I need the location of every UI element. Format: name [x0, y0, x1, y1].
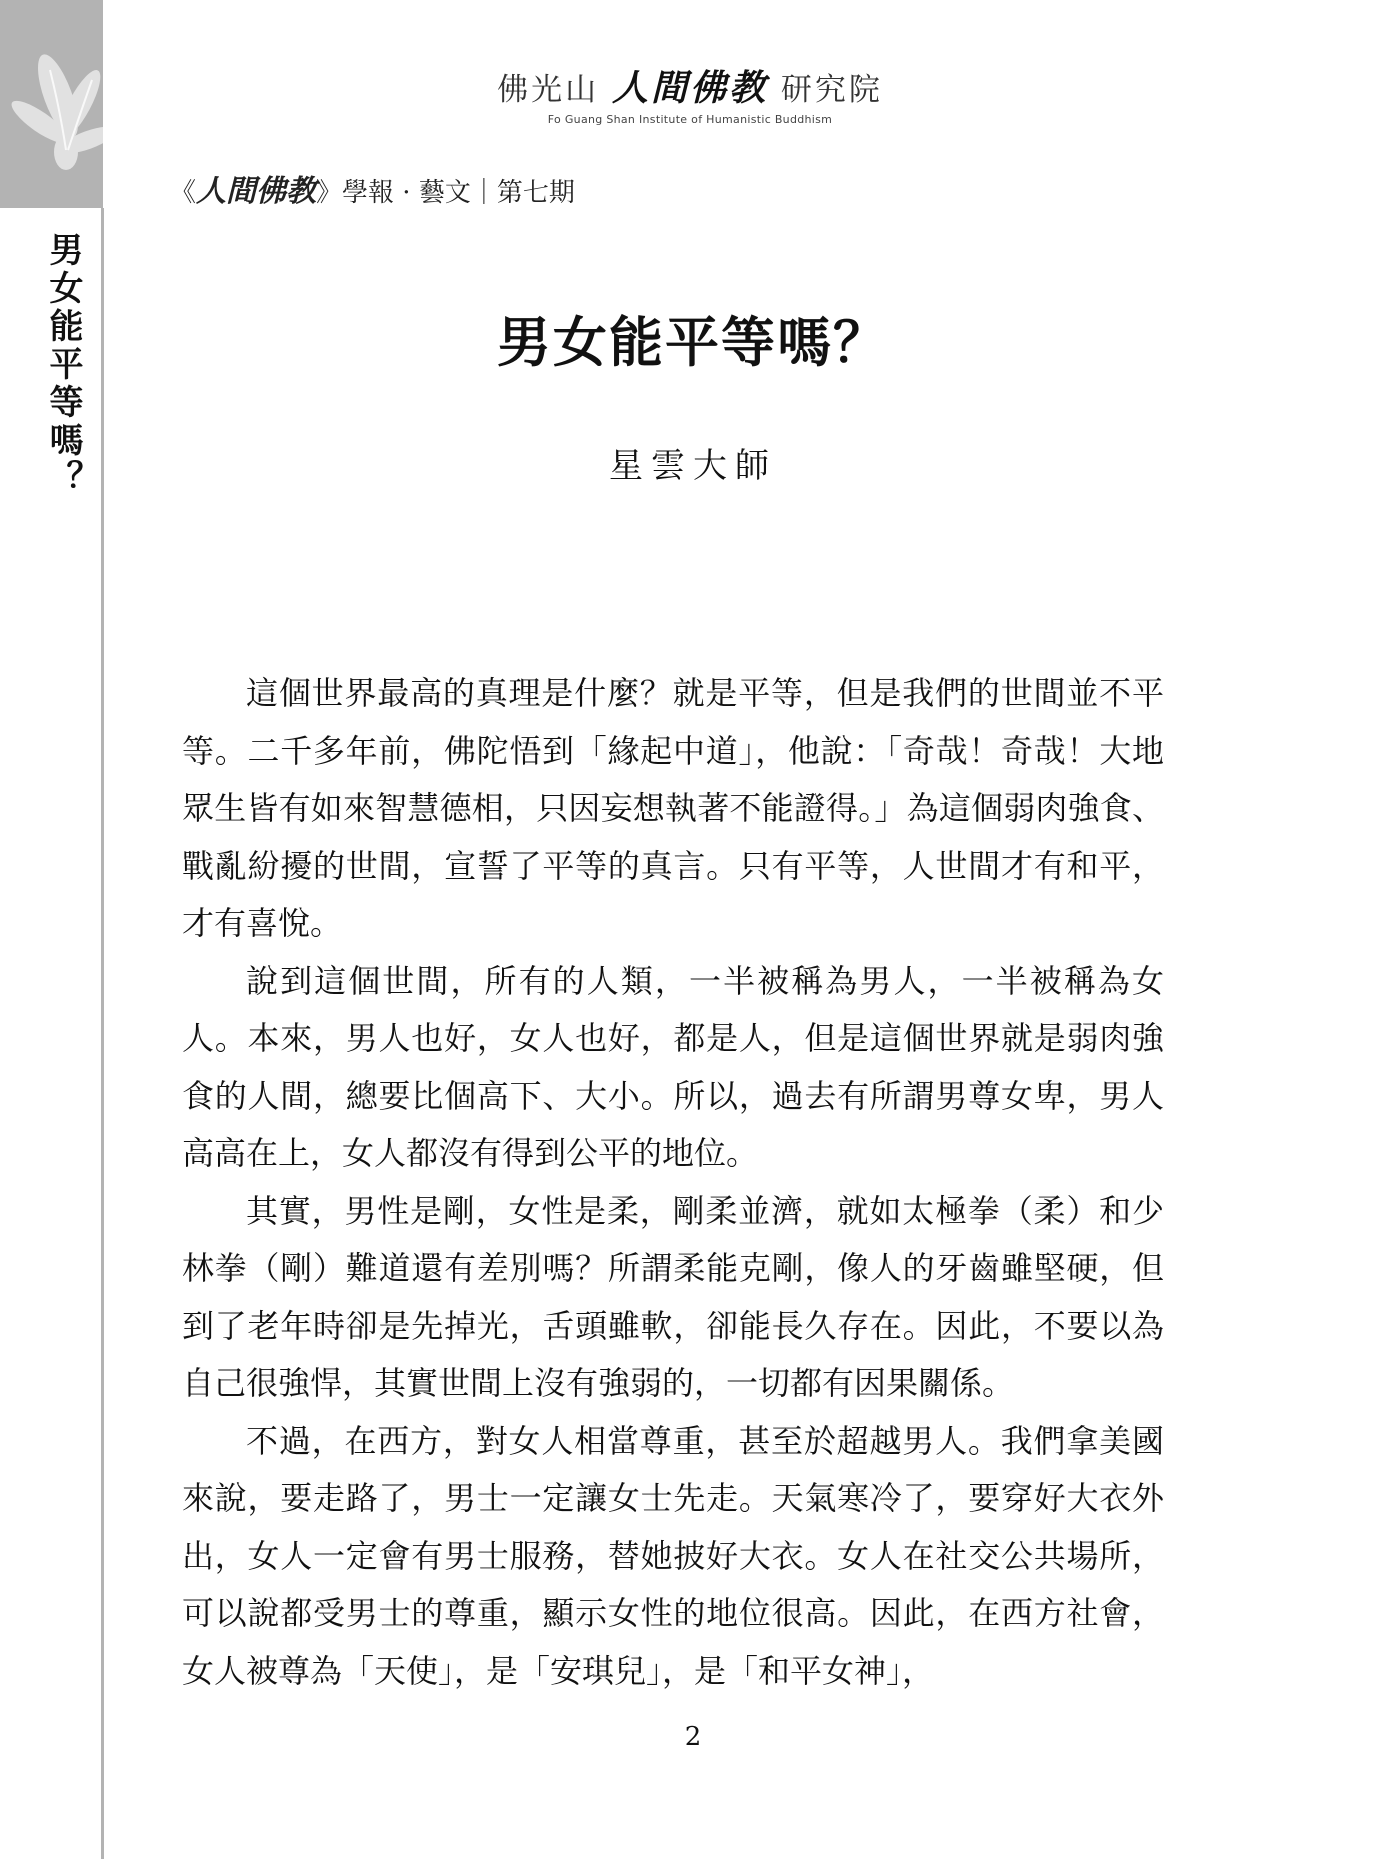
- article-body: [182, 665, 1164, 1700]
- paragraph: 說到這個世間，所有的人類，一半被稱為男人，一半被稱為女人。本來，男人也好，女人也好，都是人，但是這個世界就是弱肉強食的人間，總要比個高下、大小。所以，過去有所謂男尊女卑，男人高高在上，女人都沒有得到公平的地位。: [182, 961, 1164, 1172]
- journal-running-head: [170, 166, 575, 210]
- paragraph: 這個世界最高的真理是什麼？就是平等，但是我們的世間並不平等。二千多年前，佛陀悟到「緣起中道」，他說：「奇哉！奇哉！大地眾生皆有如來智慧德相，只因妄想執著不能證得。」為這個弱肉強食、戰亂紛擾的世間，宣誓了平等的真言。只有平等，人世間才有和平，才有喜悅。: [182, 674, 1164, 942]
- paragraph: 其實，男性是剛，女性是柔，剛柔並濟，就如太極拳（柔）和少林拳（剛）難道還有差別嗎？所謂柔能克剛，像人的牙齒雖堅硬，但到了老年時卻是先掉光，舌頭雖軟，卻能長久存在。因此，不要以為自己很強悍，其實世間上沒有強弱的，一切都有因果關係。: [182, 1191, 1164, 1402]
- institute-brand: 人間佛教: [611, 67, 768, 109]
- journal-close-bracket: 》: [316, 178, 343, 208]
- journal-issue: 學報 · 藝文｜第七期: [342, 178, 575, 208]
- article-author: 星雲大師: [609, 446, 777, 486]
- running-title-vertical: 男女能平等嗎？: [43, 232, 83, 498]
- institute-suffix: 研究院: [780, 72, 883, 108]
- journal-open-bracket: 《: [170, 178, 197, 208]
- page-number: 2: [684, 1722, 702, 1752]
- paragraph: 不過，在西方，對女人相當尊重，甚至於超越男人。我們拿美國來說，要走路了，男士一定讓女士先走。天氣寒冷了，要穿好大衣外出，女人一定會有男士服務，替她披好大衣。女人在社交公共場所，可以說都受男士的尊重，顯示女性的地位很高。因此，在西方社會，女人被尊為「天使」，是「安琪兒」，是「和平女神」，: [182, 1421, 1164, 1690]
- institute-header: [480, 60, 900, 126]
- lotus-flower-icon: [0, 0, 103, 208]
- article-title: 男女能平等嗎？: [497, 310, 889, 374]
- institute-english-name: Fo Guang Shan Institute of Humanistic Buddhism: [547, 113, 833, 126]
- institute-prefix: 佛光山: [497, 72, 600, 108]
- institute-name: [480, 60, 900, 111]
- corner-decoration: [0, 0, 103, 208]
- journal-brand: 人間佛教: [196, 174, 317, 209]
